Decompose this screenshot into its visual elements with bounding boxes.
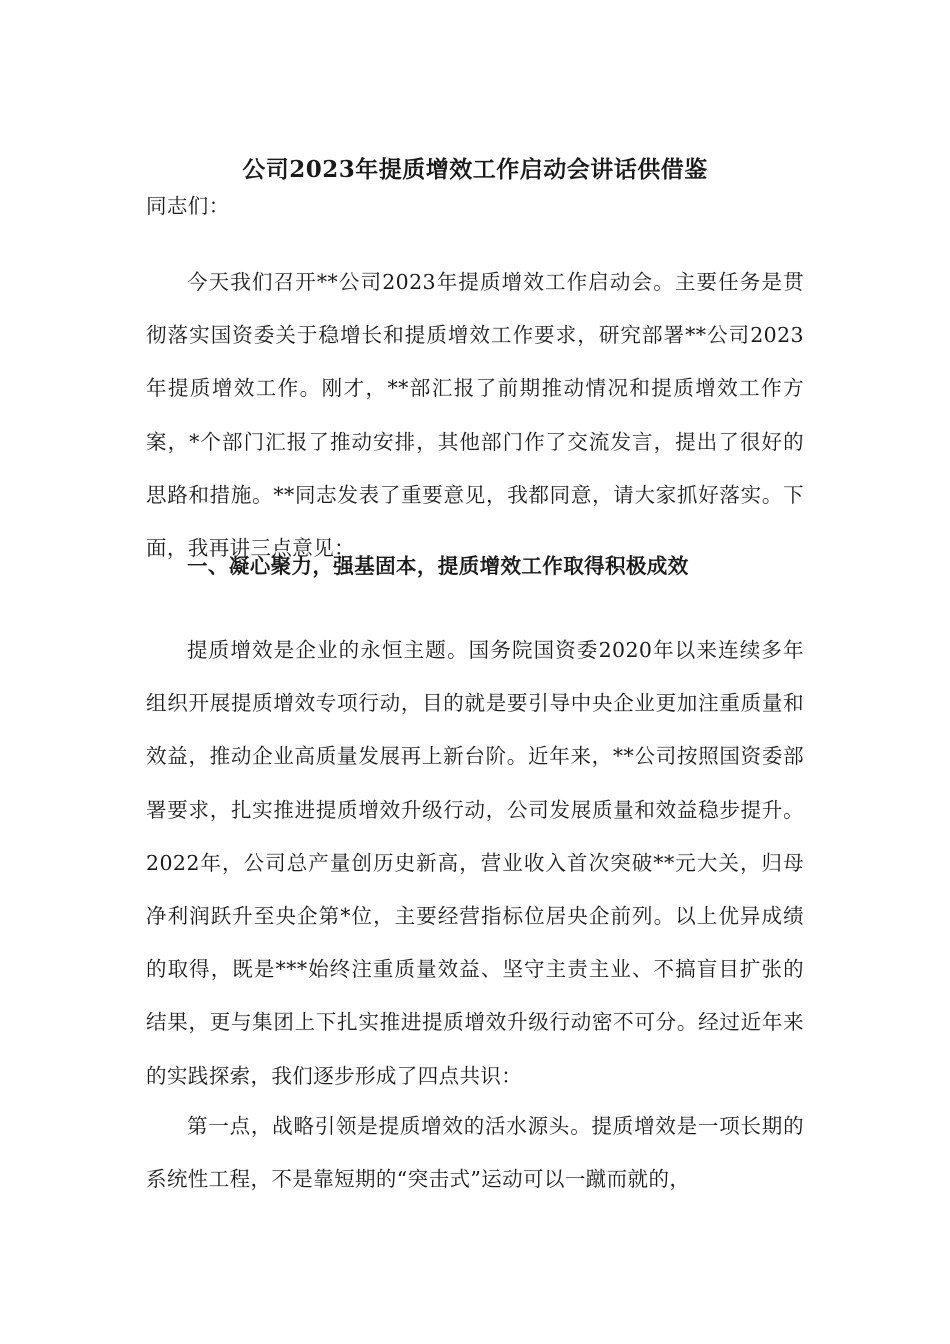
greeting: 同志们： (146, 194, 230, 218)
section-heading-1: 一、凝心聚力，强基固本，提质增效工作取得积极成效 (187, 554, 689, 578)
paragraph-intro: 今天我们召开**公司2023年提质增效工作启动会。主要任务是贯彻落实国资委关于稳增长和提质增效工作要求，研究部署**公司2023年提质增效工作。刚才，**部汇报了前期推动情况和提质增效工作方案，*个部门汇报了推动安排，其他部门作了交流发言，提出了很好的思路和措施。**同志发表了重要意见，我都同意，请大家抓好落实。下面，我再讲三点意见： (146, 270, 804, 561)
paragraph-point-1: 第一点，战略引领是提质增效的活水源头。提质增效是一项长期的系统性工程，不是靠短期的“突击式”运动可以一蹴而就的， (146, 1114, 804, 1192)
paragraph-achievements: 提质增效是企业的永恒主题。国务院国资委2020年以来连续多年组织开展提质增效专项行动，目的就是要引导中央企业更加注重质量和效益，推动企业高质量发展再上新台阶。近年来，**公司按照国资委部署要求，扎实推进提质增效升级行动，公司发展质量和效益稳步提升。2022年，公司总产量创历史新高，营业收入首次突破**元大关，归母净利润跃升至央企第*位，主要经营指标位居央企前列。以上优异成绩的取得，既是***始终注重质量效益、坚守主责主业、不搞盲目扩张的结果，更与集团上下扎实推进提质增效升级行动密不可分。经过近年来的实践探索，我们逐步形成了四点共识： (146, 638, 804, 1088)
document-title: 公司2023年提质增效工作启动会讲话供借鉴 (242, 156, 708, 183)
